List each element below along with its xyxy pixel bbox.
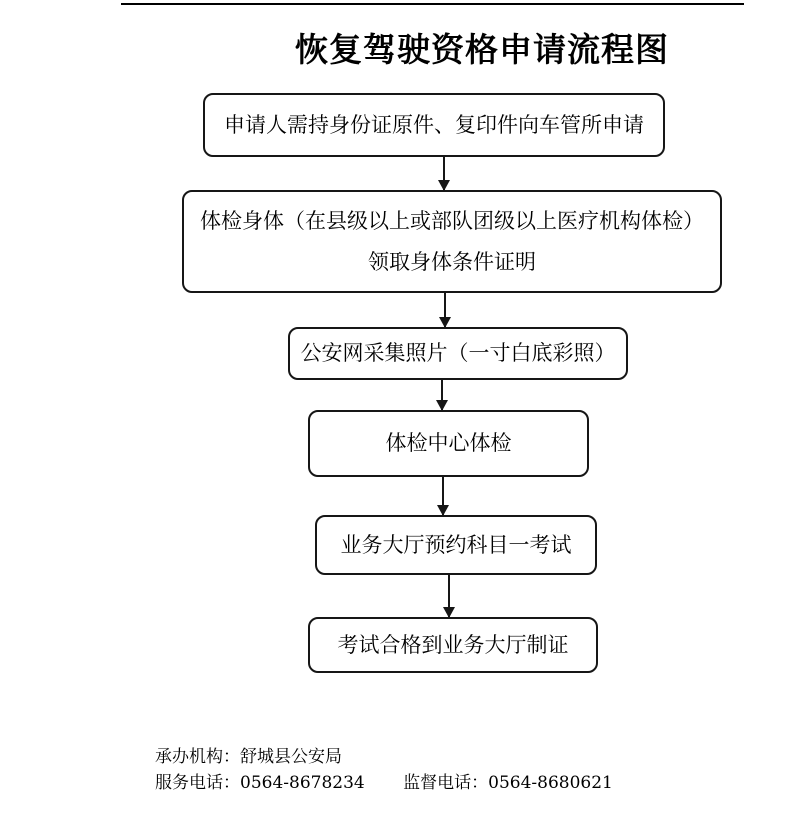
flow-step-medical-exam-label-line2: 领取身体条件证明: [368, 249, 536, 274]
flow-arrow-down-2: [444, 293, 446, 327]
flow-step-apply: [203, 93, 665, 157]
flow-step-health-center-check: [308, 410, 589, 477]
footer-phones: [155, 768, 613, 793]
flow-step-apply-label: 申请人需持身份证原件、复印件向车管所申请: [224, 112, 644, 137]
flow-arrow-down-4: [442, 477, 444, 515]
flow-step-medical-exam-label-line1: 体检身体（在县级以上或部队团级以上医疗机构体检）: [200, 208, 704, 233]
footer-service-phone: 服务电话：0564-8678234: [155, 773, 365, 793]
flow-step-photo-capture-label: 公安网采集照片（一寸白底彩照）: [300, 341, 616, 366]
flow-step-health-center-check-label: 体检中心体检: [385, 431, 512, 456]
header-rule: [121, 3, 744, 5]
flow-step-medical-exam: [182, 190, 722, 293]
page-title: 恢复驾驶资格申请流程图: [295, 30, 669, 69]
footer-agency-text: 承办机构：舒城县公安局: [155, 747, 342, 767]
footer-supervision-phone: 监督电话：0564-8680621: [403, 773, 613, 793]
flow-step-certificate-issue: [308, 617, 598, 673]
flow-step-test-booking: [315, 515, 597, 575]
flow-arrow-down-3: [441, 380, 443, 410]
flow-step-photo-capture: [288, 327, 628, 380]
flow-arrow-down-1: [443, 157, 445, 190]
flow-step-certificate-issue-label: 考试合格到业务大厅制证: [337, 632, 569, 657]
flow-step-test-booking-label: 业务大厅预约科目一考试: [340, 532, 572, 557]
footer-agency: [155, 742, 342, 767]
flow-arrow-down-5: [448, 575, 450, 617]
